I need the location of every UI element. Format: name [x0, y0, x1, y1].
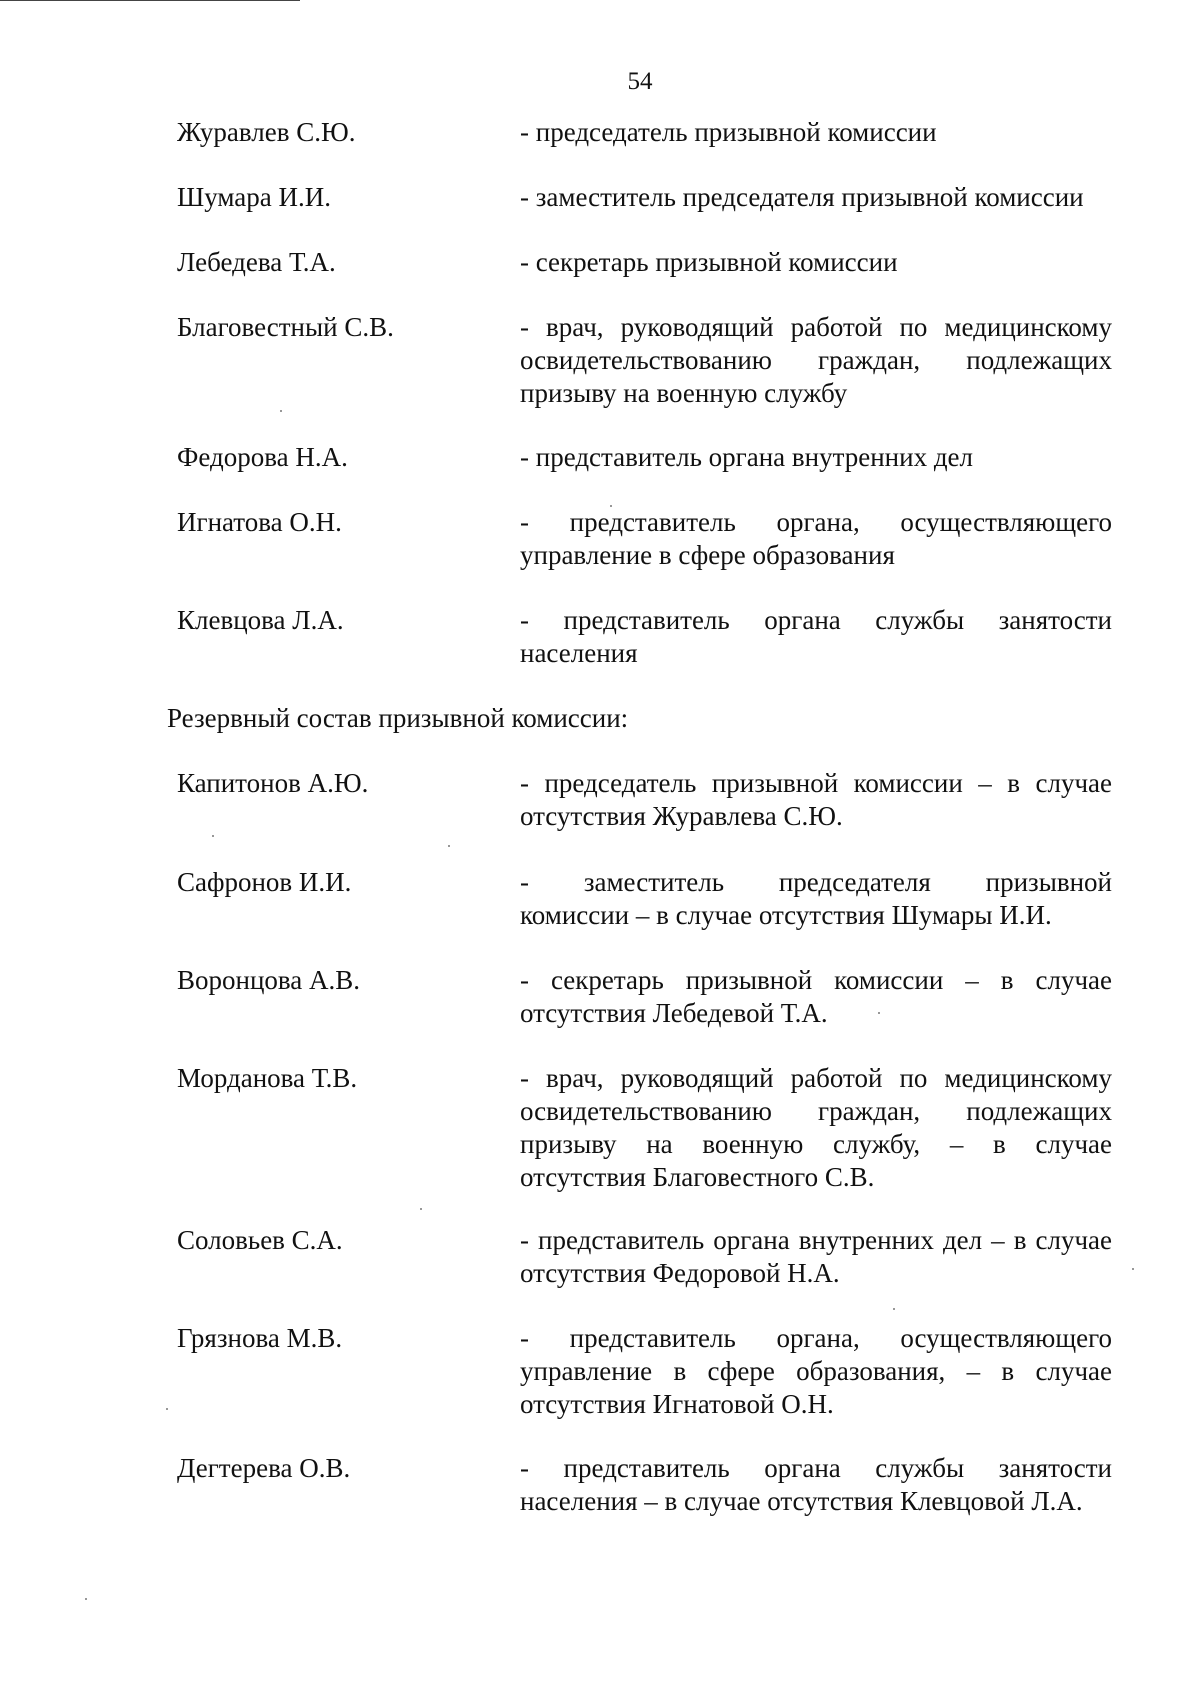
- scan-speck: [280, 410, 282, 412]
- member-role: [520, 311, 1112, 410]
- member-role: [520, 767, 1112, 833]
- member-role-line: управление в сфере образования: [520, 540, 895, 570]
- member-role-line: - заместитель председателя призывной: [520, 867, 1112, 897]
- page-number: 54: [627, 68, 653, 95]
- scan-speck: [85, 1598, 87, 1600]
- member-role-line: освидетельствованию граждан, подлежащих: [520, 345, 1112, 375]
- member-role-line: - представитель органа, осуществляющего: [520, 507, 1112, 537]
- member-role-line: - председатель призывной комиссии: [520, 117, 937, 147]
- member-name: Морданова Т.В.: [177, 1063, 358, 1093]
- member-name: Дегтерева О.В.: [177, 1453, 351, 1483]
- member-role-line: - представитель органа внутренних дел – в случае: [520, 1225, 1112, 1255]
- member-role-line: отсутствия Лебедевой Т.А.: [520, 998, 828, 1028]
- member-role-line: отсутствия Федоровой Н.А.: [520, 1258, 840, 1288]
- member-name: Сафронов И.И.: [177, 867, 352, 897]
- member-role: [520, 116, 1112, 149]
- member-role-line: - представитель органа, осуществляющего: [520, 1323, 1112, 1353]
- member-role-line: - секретарь призывной комиссии: [520, 247, 898, 277]
- member-role-line: управление в сфере образования, – в случае: [520, 1356, 1112, 1386]
- member-role-line: - представитель органа службы занятости: [520, 605, 1112, 635]
- scan-speck: [212, 835, 214, 837]
- member-name: Игнатова О.Н.: [177, 507, 342, 537]
- member-role: [520, 1062, 1112, 1194]
- member-name: Федорова Н.А.: [177, 442, 348, 472]
- member-role-line: отсутствия Благовестного С.В.: [520, 1162, 875, 1192]
- member-role-line: - председатель призывной комиссии – в случае: [520, 768, 1112, 798]
- scan-speck: [610, 505, 612, 507]
- member-name: Шумара И.И.: [177, 182, 331, 212]
- member-role: [520, 1322, 1112, 1421]
- page-top-edge-line: [0, 0, 300, 1]
- member-name: Воронцова А.В.: [177, 965, 361, 995]
- member-role: [520, 964, 1112, 1030]
- member-role-line: - заместитель председателя призывной комиссии: [520, 182, 1084, 212]
- member-role-line: - врач, руководящий работой по медицинскому: [520, 312, 1112, 342]
- member-role-line: отсутствия Журавлева С.Ю.: [520, 801, 843, 831]
- member-name: Грязнова М.В.: [177, 1323, 343, 1353]
- scan-speck: [878, 1012, 880, 1014]
- member-role-line: освидетельствованию граждан, подлежащих: [520, 1096, 1112, 1126]
- member-role: [520, 604, 1112, 670]
- member-role: [520, 441, 1112, 474]
- member-role: [520, 246, 1112, 279]
- member-role: [520, 866, 1112, 932]
- scan-speck: [166, 1408, 168, 1410]
- member-role-line: - секретарь призывной комиссии – в случае: [520, 965, 1112, 995]
- member-role: [520, 506, 1112, 572]
- member-role-line: - представитель органа внутренних дел: [520, 442, 974, 472]
- member-role: [520, 1452, 1112, 1518]
- member-name: Лебедева Т.А.: [177, 247, 336, 277]
- member-role-line: - врач, руководящий работой по медицинскому: [520, 1063, 1112, 1093]
- member-name: Журавлев С.Ю.: [177, 117, 356, 147]
- member-name: Соловьев С.А.: [177, 1225, 343, 1255]
- scan-speck: [893, 1308, 895, 1310]
- reserve-section-heading: Резервный состав призывной комиссии:: [167, 703, 629, 733]
- member-name: Благовестный С.В.: [177, 312, 394, 342]
- member-role-line: населения: [520, 638, 638, 668]
- member-role-line: призыву на военную службу: [520, 378, 848, 408]
- scan-speck: [448, 845, 450, 847]
- member-role-line: отсутствия Игнатовой О.Н.: [520, 1389, 834, 1419]
- scan-speck: [1132, 1268, 1134, 1270]
- member-role-line: комиссии – в случае отсутствия Шумары И.И.: [520, 900, 1052, 930]
- member-role-line: призыву на военную службу, – в случае: [520, 1129, 1112, 1159]
- member-name: Капитонов А.Ю.: [177, 768, 369, 798]
- member-role-line: - представитель органа службы занятости: [520, 1453, 1112, 1483]
- scan-speck: [420, 1208, 422, 1210]
- member-role: [520, 1224, 1112, 1290]
- member-role-line: населения – в случае отсутствия Клевцовой Л.А.: [520, 1486, 1083, 1516]
- member-role: [520, 181, 1112, 214]
- member-name: Клевцова Л.А.: [177, 605, 344, 635]
